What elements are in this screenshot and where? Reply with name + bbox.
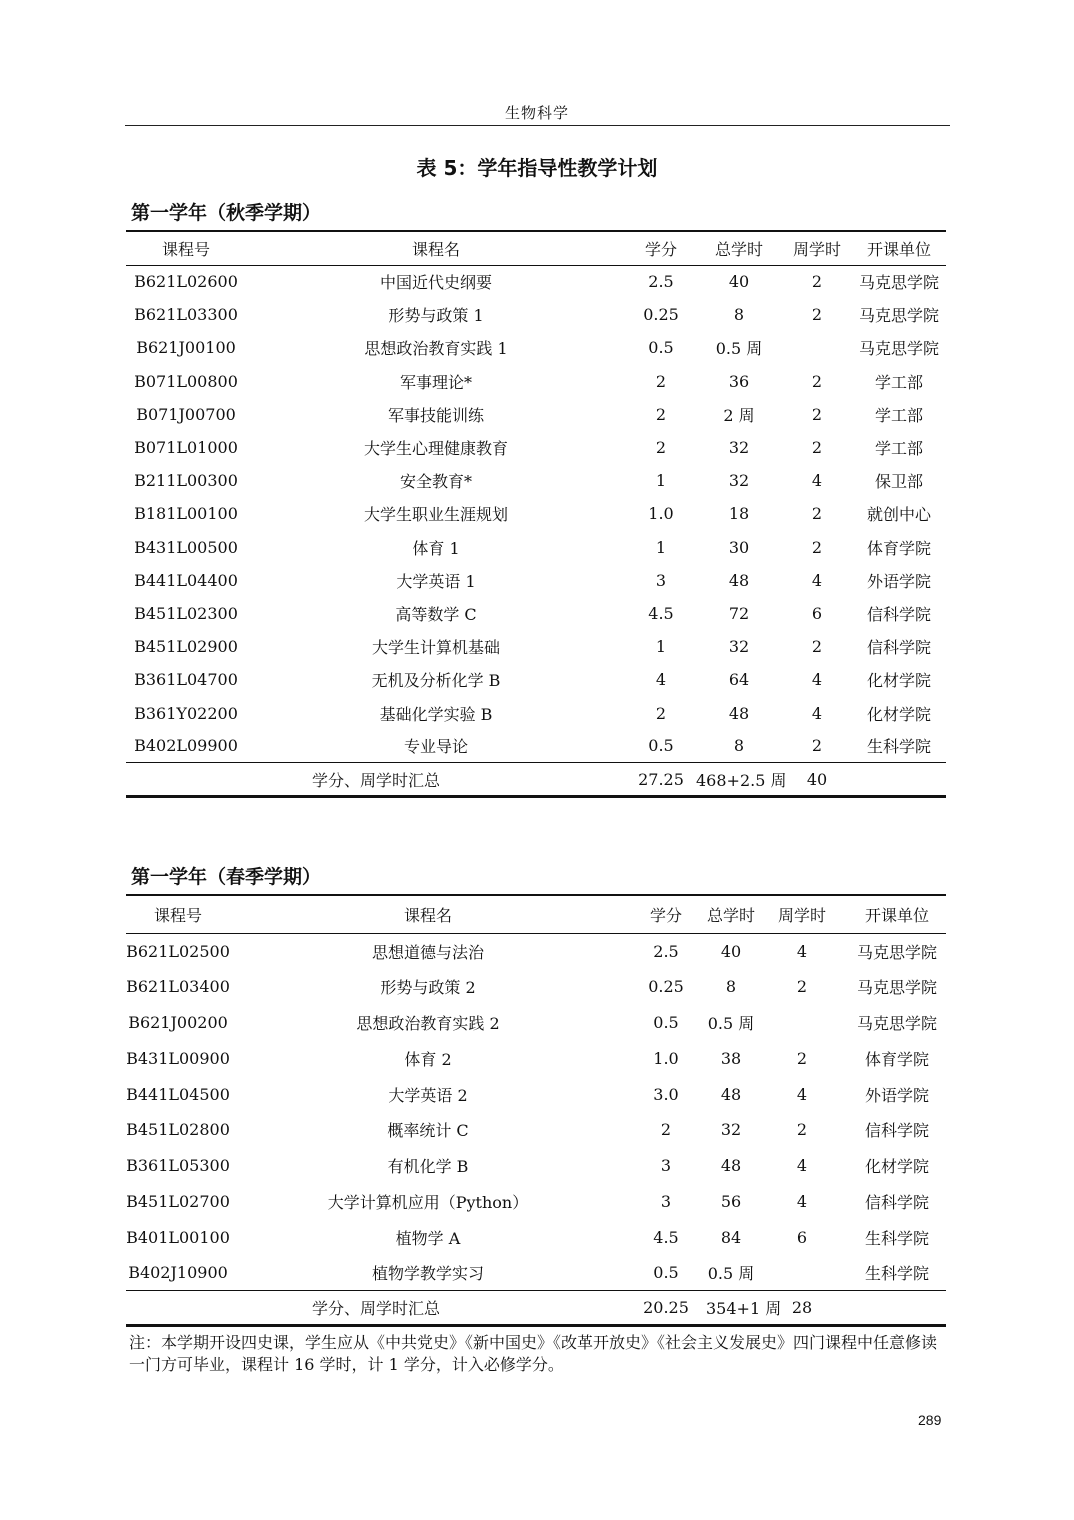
table-row bbox=[126, 663, 946, 696]
course-weekly-hours: 2 bbox=[811, 537, 823, 557]
col-header-unit: 开课单位 bbox=[848, 895, 946, 933]
course-total-hours: 0.5 周 bbox=[707, 1013, 755, 1033]
course-total-hours: 48 bbox=[728, 570, 750, 590]
course-credit: 2 bbox=[660, 1120, 672, 1140]
course-weekly-hours: 2 bbox=[796, 1048, 808, 1068]
autumn-total-row bbox=[126, 763, 946, 797]
course-total-hours: 48 bbox=[720, 1156, 742, 1176]
course-total-hours: 72 bbox=[728, 603, 750, 623]
course-total-hours: 2 周 bbox=[723, 405, 755, 425]
course-total-hours: 0.5 周 bbox=[715, 339, 763, 359]
course-credit: 0.5 bbox=[648, 736, 674, 756]
course-total-hours: 40 bbox=[720, 941, 742, 961]
course-unit: 信科学院 bbox=[866, 638, 931, 658]
course-credit: 0.5 bbox=[653, 1012, 679, 1032]
course-unit: 体育学院 bbox=[864, 1049, 929, 1069]
course-name: 植物学 A bbox=[395, 1228, 461, 1248]
course-weekly-hours: 2 bbox=[811, 404, 823, 424]
course-credit: 3 bbox=[655, 570, 667, 590]
spring-semester-title: 第一学年（春季学期） bbox=[131, 866, 322, 888]
spring-total-row bbox=[126, 1291, 946, 1326]
course-credit: 2 bbox=[655, 404, 667, 424]
course-weekly-hours: 6 bbox=[796, 1227, 808, 1247]
course-name: 思想道德与法治 bbox=[371, 942, 484, 962]
col-header-total-hours: 总学时 bbox=[696, 231, 782, 265]
course-code: B181L00100 bbox=[134, 504, 238, 524]
course-total-hours: 0.5 周 bbox=[707, 1264, 755, 1284]
course-total-hours: 56 bbox=[720, 1191, 742, 1211]
course-weekly-hours: 4 bbox=[796, 1191, 808, 1211]
course-code: B621J00200 bbox=[128, 1012, 228, 1032]
course-credit: 0.5 bbox=[653, 1263, 679, 1283]
total-label: 学分、周学时汇总 bbox=[126, 763, 626, 797]
table-row bbox=[126, 1040, 946, 1076]
course-unit: 保卫部 bbox=[874, 472, 923, 492]
course-weekly-hours: 2 bbox=[811, 438, 823, 458]
course-code: B401L00100 bbox=[126, 1227, 230, 1247]
course-credit: 4 bbox=[655, 670, 667, 690]
table-row bbox=[126, 365, 946, 398]
course-credit: 0.5 bbox=[648, 338, 674, 358]
header-rule bbox=[125, 125, 950, 126]
course-total-hours: 32 bbox=[720, 1120, 742, 1140]
course-name: 概率统计 C bbox=[387, 1121, 469, 1141]
col-header-code: 课程号 bbox=[126, 895, 230, 933]
course-credit: 4.5 bbox=[648, 603, 674, 623]
total-unit-empty bbox=[852, 763, 946, 797]
course-credit: 2.5 bbox=[653, 941, 679, 961]
course-total-hours: 84 bbox=[720, 1227, 742, 1247]
course-total-hours: 18 bbox=[728, 504, 750, 524]
course-total-hours: 8 bbox=[725, 977, 737, 997]
course-credit: 4.5 bbox=[653, 1227, 679, 1247]
course-code: B431L00500 bbox=[134, 537, 238, 557]
course-name: 思想政治教育实践 2 bbox=[356, 1013, 500, 1033]
course-total-hours: 8 bbox=[733, 736, 745, 756]
col-header-weekly-hours: 周学时 bbox=[756, 895, 848, 933]
course-credit: 3.0 bbox=[653, 1084, 679, 1104]
course-unit: 生科学院 bbox=[866, 737, 931, 757]
table-row bbox=[126, 531, 946, 564]
table-row bbox=[126, 1148, 946, 1184]
course-unit: 就创中心 bbox=[866, 505, 931, 525]
course-code: B361Y02200 bbox=[134, 703, 238, 723]
spring-course-table bbox=[126, 894, 946, 1327]
course-weekly-hours: 4 bbox=[796, 1156, 808, 1176]
table-row bbox=[126, 597, 946, 630]
course-weekly-hours: 6 bbox=[811, 603, 823, 623]
course-total-hours: 64 bbox=[728, 670, 750, 690]
table-row bbox=[126, 969, 946, 1005]
table-row bbox=[126, 730, 946, 763]
course-code: B402J10900 bbox=[128, 1263, 228, 1283]
course-weekly-hours: 4 bbox=[796, 1084, 808, 1104]
course-weekly-hours: 2 bbox=[811, 272, 823, 292]
course-name: 军事理论* bbox=[399, 372, 472, 392]
course-unit: 信科学院 bbox=[864, 1121, 929, 1141]
course-code: B402L09900 bbox=[134, 736, 238, 756]
course-unit: 马克思学院 bbox=[858, 306, 939, 326]
course-credit: 2 bbox=[655, 703, 667, 723]
course-credit: 3 bbox=[660, 1156, 672, 1176]
col-header-name: 课程名 bbox=[246, 231, 626, 265]
course-code: B441L04400 bbox=[134, 570, 238, 590]
course-unit: 马克思学院 bbox=[858, 273, 939, 293]
course-credit: 2.5 bbox=[648, 272, 674, 292]
course-unit: 学工部 bbox=[874, 439, 923, 459]
course-name: 体育 1 bbox=[412, 538, 460, 558]
course-code: B361L05300 bbox=[126, 1156, 230, 1176]
course-code: B451L02700 bbox=[126, 1191, 230, 1211]
table-row bbox=[126, 497, 946, 530]
course-credit: 1.0 bbox=[648, 504, 674, 524]
course-weekly-hours: 4 bbox=[811, 570, 823, 590]
course-name: 大学生计算机基础 bbox=[371, 638, 500, 658]
course-code: B071J00700 bbox=[136, 404, 236, 424]
course-unit: 生科学院 bbox=[864, 1264, 929, 1284]
course-weekly-hours bbox=[756, 1005, 848, 1041]
course-name: 大学英语 1 bbox=[396, 571, 476, 591]
total-credit: 27.25 bbox=[626, 763, 696, 797]
total-weekly-hours: 40 bbox=[782, 763, 852, 797]
course-weekly-hours: 4 bbox=[811, 670, 823, 690]
course-code: B441L04500 bbox=[126, 1084, 230, 1104]
course-unit: 外语学院 bbox=[866, 571, 931, 591]
course-weekly-hours: 2 bbox=[811, 637, 823, 657]
course-weekly-hours: 2 bbox=[811, 736, 823, 756]
course-code: B621J00100 bbox=[136, 338, 236, 358]
total-hours: 468+2.5 周 bbox=[696, 763, 782, 797]
course-weekly-hours: 4 bbox=[796, 941, 808, 961]
course-name: 大学英语 2 bbox=[388, 1085, 468, 1105]
col-header-credit: 学分 bbox=[626, 231, 696, 265]
course-credit: 1 bbox=[655, 637, 667, 657]
table-row bbox=[126, 1112, 946, 1148]
course-name: 大学计算机应用（Python） bbox=[327, 1192, 529, 1212]
table-row bbox=[126, 1184, 946, 1220]
course-weekly-hours: 2 bbox=[796, 977, 808, 997]
table-row bbox=[126, 630, 946, 663]
course-credit: 2 bbox=[655, 371, 667, 391]
course-name: 大学生心理健康教育 bbox=[363, 439, 508, 459]
course-code: B451L02800 bbox=[126, 1120, 230, 1140]
total-credit: 20.25 bbox=[626, 1291, 706, 1326]
course-weekly-hours: 2 bbox=[811, 504, 823, 524]
course-total-hours: 38 bbox=[720, 1048, 742, 1068]
course-name: 体育 2 bbox=[404, 1049, 452, 1069]
course-credit: 2 bbox=[655, 438, 667, 458]
col-header-credit: 学分 bbox=[626, 895, 706, 933]
course-unit: 信科学院 bbox=[866, 604, 931, 624]
course-code: B211L00300 bbox=[134, 471, 238, 491]
course-weekly-hours bbox=[756, 1255, 848, 1291]
course-unit: 马克思学院 bbox=[856, 978, 937, 998]
course-total-hours: 8 bbox=[733, 305, 745, 325]
course-unit: 化材学院 bbox=[864, 1157, 929, 1177]
course-total-hours: 30 bbox=[728, 537, 750, 557]
course-total-hours: 40 bbox=[728, 272, 750, 292]
course-code: B361L04700 bbox=[134, 670, 238, 690]
course-code: B071L01000 bbox=[134, 438, 238, 458]
course-name: 思想政治教育实践 1 bbox=[364, 339, 508, 359]
table-row bbox=[126, 564, 946, 597]
course-weekly-hours: 2 bbox=[811, 371, 823, 391]
col-header-name: 课程名 bbox=[230, 895, 626, 933]
course-name: 基础化学实验 B bbox=[379, 704, 493, 724]
course-credit: 3 bbox=[660, 1191, 672, 1211]
course-name: 形势与政策 1 bbox=[388, 306, 484, 326]
page-header: 生物科学 bbox=[504, 104, 569, 122]
table-row bbox=[126, 1076, 946, 1112]
total-weekly-hours: 28 bbox=[756, 1291, 848, 1326]
course-code: B431L00900 bbox=[126, 1048, 230, 1068]
course-name: 大学生职业生涯规划 bbox=[363, 505, 508, 525]
course-total-hours: 48 bbox=[720, 1084, 742, 1104]
table-row bbox=[126, 431, 946, 464]
course-total-hours: 32 bbox=[728, 471, 750, 491]
col-header-unit: 开课单位 bbox=[852, 231, 946, 265]
table-row bbox=[126, 298, 946, 331]
course-unit: 生科学院 bbox=[864, 1228, 929, 1248]
total-unit-empty bbox=[848, 1291, 946, 1326]
table-header-row bbox=[126, 231, 946, 265]
course-code: B621L03400 bbox=[126, 977, 230, 997]
course-credit: 0.25 bbox=[643, 305, 679, 325]
col-header-weekly-hours: 周学时 bbox=[782, 231, 852, 265]
course-weekly-hours: 2 bbox=[811, 305, 823, 325]
course-name: 专业导论 bbox=[403, 737, 468, 757]
course-unit: 外语学院 bbox=[864, 1085, 929, 1105]
course-unit: 马克思学院 bbox=[856, 942, 937, 962]
table-row bbox=[126, 1255, 946, 1291]
course-name: 高等数学 C bbox=[395, 604, 477, 624]
total-hours: 354+1 周 bbox=[706, 1291, 756, 1326]
course-unit: 体育学院 bbox=[866, 538, 931, 558]
footnote: 注：本学期开设四史课，学生应从《中共党史》《新中国史》《改革开放史》《社会主义发展史》四门课程中任意修读一门方可毕业，课程计 16 学时，计 1 学分，计入必修学分。 bbox=[129, 1333, 938, 1374]
course-weekly-hours: 4 bbox=[811, 703, 823, 723]
page-number: 289 bbox=[918, 1412, 942, 1428]
course-unit: 化材学院 bbox=[866, 671, 931, 691]
course-unit: 信科学院 bbox=[864, 1192, 929, 1212]
course-code: B451L02300 bbox=[134, 603, 238, 623]
table-row bbox=[126, 696, 946, 729]
course-code: B621L02500 bbox=[126, 941, 230, 961]
course-name: 安全教育* bbox=[399, 472, 472, 492]
course-name: 军事技能训练 bbox=[387, 405, 484, 425]
course-name: 有机化学 B bbox=[387, 1157, 469, 1177]
table-row bbox=[126, 933, 946, 969]
table-row bbox=[126, 1005, 946, 1041]
table-row bbox=[126, 464, 946, 497]
course-name: 植物学教学实习 bbox=[371, 1264, 484, 1284]
course-credit: 0.25 bbox=[648, 977, 684, 997]
course-total-hours: 32 bbox=[728, 438, 750, 458]
table-title: 表 5：学年指导性教学计划 bbox=[416, 156, 658, 180]
course-code: B621L02600 bbox=[134, 272, 238, 292]
course-name: 形势与政策 2 bbox=[380, 978, 476, 998]
col-header-total-hours: 总学时 bbox=[706, 895, 756, 933]
course-total-hours: 48 bbox=[728, 703, 750, 723]
course-name: 无机及分析化学 B bbox=[371, 671, 501, 691]
course-unit: 马克思学院 bbox=[858, 339, 939, 359]
total-label: 学分、周学时汇总 bbox=[126, 1291, 626, 1326]
table-row bbox=[126, 1219, 946, 1255]
course-unit: 马克思学院 bbox=[856, 1013, 937, 1033]
course-unit: 化材学院 bbox=[866, 704, 931, 724]
table-row bbox=[126, 265, 946, 298]
table-row bbox=[126, 398, 946, 431]
course-weekly-hours bbox=[782, 331, 852, 364]
course-unit: 学工部 bbox=[874, 372, 923, 392]
course-total-hours: 32 bbox=[728, 637, 750, 657]
col-header-code: 课程号 bbox=[126, 231, 246, 265]
course-credit: 1 bbox=[655, 537, 667, 557]
table-header-row bbox=[126, 895, 946, 933]
course-code: B621L03300 bbox=[134, 305, 238, 325]
course-unit: 学工部 bbox=[874, 405, 923, 425]
autumn-semester-title: 第一学年（秋季学期） bbox=[131, 202, 322, 224]
autumn-course-table bbox=[126, 230, 946, 798]
table-row bbox=[126, 331, 946, 364]
course-code: B451L02900 bbox=[134, 637, 238, 657]
course-weekly-hours: 2 bbox=[796, 1120, 808, 1140]
course-credit: 1.0 bbox=[653, 1048, 679, 1068]
course-total-hours: 36 bbox=[728, 371, 750, 391]
course-weekly-hours: 4 bbox=[811, 471, 823, 491]
course-code: B071L00800 bbox=[134, 371, 238, 391]
course-name: 中国近代史纲要 bbox=[379, 273, 492, 293]
course-credit: 1 bbox=[655, 471, 667, 491]
